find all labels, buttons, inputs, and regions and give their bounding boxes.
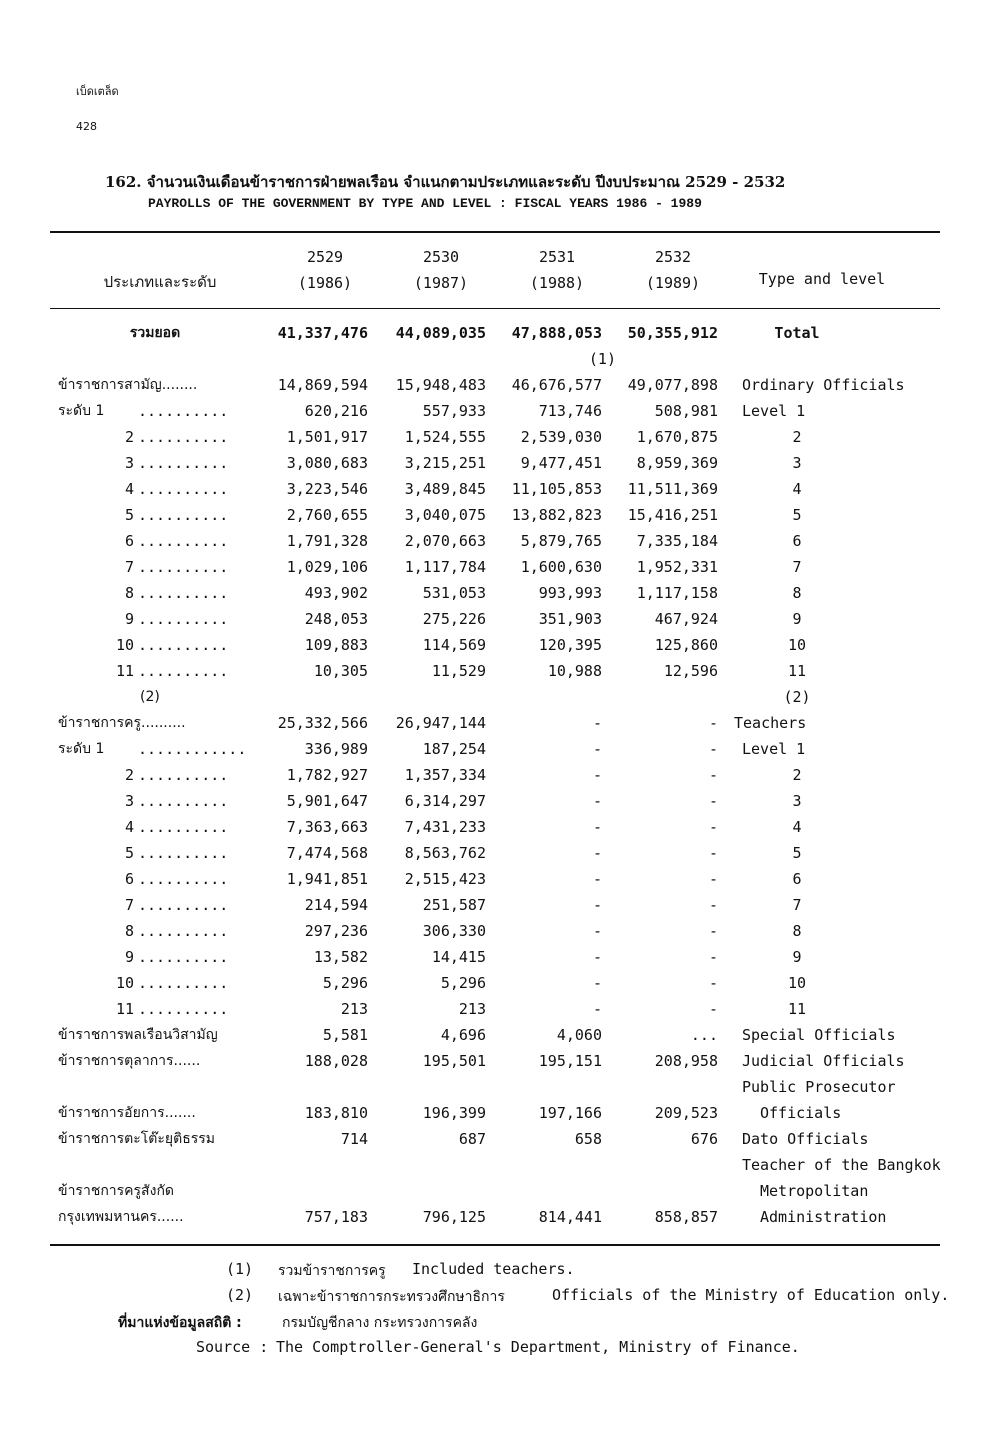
cell-value-4: 208,958 [654, 1052, 718, 1070]
bottom-rule [50, 1244, 940, 1246]
cell-value-3: 993,993 [538, 584, 602, 602]
table-row [0, 346, 990, 372]
cell-value-1: 183,810 [304, 1104, 368, 1122]
table-row [0, 450, 990, 476]
table-title-thai: 162. จำนวนเงินเดือนข้าราชการฝ่ายพลเรือน จำแนกตามประเภทและระดับ ปีงบประมาณ 2529 - 2532 [105, 173, 786, 191]
cell-value-1: 757,183 [304, 1208, 368, 1226]
cell-value-4: - [708, 766, 718, 784]
row-label-english: Total [774, 324, 820, 342]
leader-dots: .......... [138, 766, 229, 784]
year-be: 2530 [422, 248, 460, 266]
cell-value-1: 336,989 [304, 740, 368, 758]
row-label-english: 4 [792, 480, 802, 498]
cell-value-1: 1,791,328 [286, 532, 368, 550]
column-header-year-2 [396, 244, 486, 296]
row-label-thai: 10 [115, 974, 134, 992]
row-label-english: Special Officials [742, 1026, 896, 1044]
cell-value-3: 9,477,451 [520, 454, 602, 472]
cell-value-3: 1,600,630 [520, 558, 602, 576]
cell-value-1: 1,941,851 [286, 870, 368, 888]
cell-value-2: 3,489,845 [404, 480, 486, 498]
table-row [0, 554, 990, 580]
leader-dots: .......... [138, 402, 229, 420]
cell-value-4: 1,952,331 [636, 558, 718, 576]
row-label-thai: 3 [124, 792, 134, 810]
cell-value-2: 557,933 [422, 402, 486, 420]
leader-dots: .......... [138, 454, 229, 472]
row-label-english: Public Prosecutor [742, 1078, 896, 1096]
cell-value-3: 11,105,853 [511, 480, 602, 498]
row-label-english: Judicial Officials [742, 1052, 905, 1070]
cell-value-4: 15,416,251 [627, 506, 718, 524]
cell-value-2: 187,254 [422, 740, 486, 758]
table-row [0, 606, 990, 632]
cell-value-2: 14,415 [431, 948, 486, 966]
leader-dots: .......... [138, 974, 229, 992]
row-label-english: 9 [792, 948, 802, 966]
cell-value-3: 351,903 [538, 610, 602, 628]
cell-value-4: 858,857 [654, 1208, 718, 1226]
cell-value-2: 1,117,784 [404, 558, 486, 576]
row-label-thai: ข้าราชการสามัญ........ [58, 377, 198, 393]
cell-value-1: 188,028 [304, 1052, 368, 1070]
row-label-english: (2) [783, 688, 811, 706]
cell-value-2: 251,587 [422, 896, 486, 914]
cell-value-3: 5,879,765 [520, 532, 602, 550]
cell-value-4: 7,335,184 [636, 532, 718, 550]
leader-dots: ............ [138, 740, 247, 758]
row-label-english: Administration [760, 1208, 887, 1226]
cell-value-3: - [592, 714, 602, 732]
leader-dots: .......... [138, 662, 229, 680]
column-header-thai: ประเภทและระดับ [103, 273, 217, 291]
cell-value-2: 531,053 [422, 584, 486, 602]
table-row [0, 1048, 990, 1074]
table-row [0, 892, 990, 918]
row-label-english: 11 [787, 1000, 807, 1018]
row-label-thai: ระดับ 1 [58, 741, 105, 757]
top-rule [50, 231, 940, 233]
year-be: 2532 [654, 248, 692, 266]
cell-value-4: 12,596 [663, 662, 718, 680]
cell-value-2: 213 [458, 1000, 486, 1018]
cell-value-2: 7,431,233 [404, 818, 486, 836]
leader-dots: .......... [138, 1000, 229, 1018]
cell-value-3: 10,988 [547, 662, 602, 680]
cell-value-3: 713,746 [538, 402, 602, 420]
cell-value-3: 4,060 [556, 1026, 602, 1044]
table-title-english: PAYROLLS OF THE GOVERNMENT BY TYPE AND LEVEL : FISCAL YEARS 1986 - 1989 [148, 196, 702, 211]
cell-value-4: - [708, 714, 718, 732]
cell-value-2: 11,529 [431, 662, 486, 680]
cell-value-3: - [592, 896, 602, 914]
leader-dots: .......... [138, 558, 229, 576]
cell-value-4: - [708, 740, 718, 758]
leader-dots: .......... [138, 584, 229, 602]
year-ce: (1989) [645, 274, 701, 292]
row-label-thai: 11 [115, 1000, 134, 1018]
leader-dots: .......... [138, 870, 229, 888]
row-label-english: 10 [787, 636, 807, 654]
table-row [0, 1204, 990, 1230]
year-be: 2531 [538, 248, 576, 266]
cell-value-4: - [708, 922, 718, 940]
row-label-english: 6 [792, 870, 802, 888]
cell-value-4: - [708, 818, 718, 836]
payroll-table [0, 320, 990, 1230]
row-label-thai: 9 [124, 610, 134, 628]
row-label-thai: 6 [124, 870, 134, 888]
cell-value-1: 109,883 [304, 636, 368, 654]
row-label-english: Level 1 [742, 402, 806, 420]
cell-value-1: 7,474,568 [286, 844, 368, 862]
cell-value-4: - [708, 974, 718, 992]
row-label-thai: ข้าราชการตะโต๊ะยุติธรรม [58, 1131, 216, 1147]
column-header-year-1 [280, 244, 370, 296]
cell-value-3: - [592, 740, 602, 758]
footnote-2-thai: เฉพาะข้าราชการกระทรวงศึกษาธิการ [278, 1289, 505, 1305]
cell-value-2: 4,696 [440, 1026, 486, 1044]
cell-value-4: 50,355,912 [627, 324, 718, 342]
row-label-english: 10 [787, 974, 807, 992]
cell-value-2: 275,226 [422, 610, 486, 628]
row-label-thai: กรุงเทพมหานคร...... [58, 1209, 184, 1225]
cell-value-2: 15,948,483 [395, 376, 486, 394]
cell-value-4: - [708, 1000, 718, 1018]
cell-value-1: 5,581 [322, 1026, 368, 1044]
footnote-1-english: Included teachers. [412, 1260, 575, 1278]
row-label-english: Officials [760, 1104, 842, 1122]
leader-dots: .......... [138, 844, 229, 862]
row-label-thai: 4 [124, 480, 134, 498]
cell-value-3: - [592, 974, 602, 992]
row-label-thai: 8 [124, 922, 134, 940]
row-label-english: Teacher of the Bangkok [742, 1156, 941, 1174]
cell-value-4: 467,924 [654, 610, 718, 628]
leader-dots: .......... [138, 922, 229, 940]
row-label-english: Ordinary Officials [742, 376, 905, 394]
row-label-english: 8 [792, 584, 802, 602]
table-row [0, 710, 990, 736]
cell-value-4: 125,860 [654, 636, 718, 654]
cell-value-3: 658 [574, 1130, 602, 1148]
table-row [0, 1126, 990, 1152]
row-label-thai: ข้าราชการอัยการ....... [58, 1105, 196, 1121]
cell-value-2: 2,515,423 [404, 870, 486, 888]
header-rule [50, 308, 940, 309]
table-row [0, 476, 990, 502]
cell-value-4: 1,117,158 [636, 584, 718, 602]
cell-value-1: 714 [340, 1130, 368, 1148]
cell-value-4: 11,511,369 [627, 480, 718, 498]
source-text-thai: กรมบัญชีกลาง กระทรวงการคลัง [282, 1315, 478, 1331]
cell-value-3: - [592, 844, 602, 862]
cell-value-2: 687 [458, 1130, 486, 1148]
cell-value-2: 3,040,075 [404, 506, 486, 524]
cell-value-2: 796,125 [422, 1208, 486, 1226]
source-text-english: The Comptroller-General's Department, Ministry of Finance. [276, 1338, 800, 1356]
cell-value-3: 197,166 [538, 1104, 602, 1122]
row-label-english: 11 [787, 662, 807, 680]
row-label-english: 9 [792, 610, 802, 628]
table-row [0, 918, 990, 944]
row-label-thai: ข้าราชการครู.......... [58, 715, 186, 731]
cell-value-3: 2,539,030 [520, 428, 602, 446]
cell-value-1: 620,216 [304, 402, 368, 420]
cell-value-3: 120,395 [538, 636, 602, 654]
cell-value-4: 8,959,369 [636, 454, 718, 472]
leader-dots: .......... [138, 506, 229, 524]
cell-value-2: 8,563,762 [404, 844, 486, 862]
table-row [0, 684, 990, 710]
cell-value-1: 14,869,594 [277, 376, 368, 394]
table-row [0, 814, 990, 840]
cell-value-2: 196,399 [422, 1104, 486, 1122]
cell-value-4: (1) [588, 350, 616, 368]
cell-value-2: 5,296 [440, 974, 486, 992]
year-ce: (1988) [529, 274, 585, 292]
footnote-1-thai: รวมข้าราชการครู [278, 1263, 386, 1279]
table-row [0, 840, 990, 866]
cell-value-1: 493,902 [304, 584, 368, 602]
row-label-english: 3 [792, 454, 802, 472]
table-row [0, 658, 990, 684]
table-row [0, 580, 990, 606]
table-row [0, 1152, 990, 1178]
table-row [0, 372, 990, 398]
cell-value-2: 1,357,334 [404, 766, 486, 784]
table-row [0, 424, 990, 450]
source-label-english: Source : [196, 1338, 269, 1356]
table-row [0, 502, 990, 528]
cell-value-1: 5,901,647 [286, 792, 368, 810]
cell-value-2: 3,215,251 [404, 454, 486, 472]
cell-value-4: - [708, 870, 718, 888]
row-label-thai: 5 [124, 506, 134, 524]
cell-value-1: 10,305 [313, 662, 368, 680]
row-label-english: 2 [792, 428, 802, 446]
row-label-english: 5 [792, 844, 802, 862]
row-label-thai: 7 [124, 558, 134, 576]
leader-dots: .......... [138, 818, 229, 836]
leader-dots: .......... [138, 428, 229, 446]
table-row [0, 320, 990, 346]
cell-value-3: - [592, 948, 602, 966]
cell-value-4: - [708, 896, 718, 914]
cell-value-3: - [592, 818, 602, 836]
table-row [0, 866, 990, 892]
cell-value-4: 209,523 [654, 1104, 718, 1122]
table-row [0, 1074, 990, 1100]
row-label-english: 3 [792, 792, 802, 810]
row-label-thai: 2 [124, 766, 134, 784]
row-label-english: 2 [792, 766, 802, 784]
row-label-english: Level 1 [742, 740, 806, 758]
cell-value-1: 1,029,106 [286, 558, 368, 576]
cell-value-3: - [592, 922, 602, 940]
leader-dots: .......... [138, 532, 229, 550]
cell-value-2: 26,947,144 [395, 714, 486, 732]
cell-value-2: 44,089,035 [395, 324, 486, 342]
cell-value-1: 2,760,655 [286, 506, 368, 524]
table-row [0, 1100, 990, 1126]
row-label-thai: รวมยอด [129, 325, 181, 341]
row-label-thai: 8 [124, 584, 134, 602]
row-label-thai: 2 [124, 428, 134, 446]
table-row [0, 788, 990, 814]
cell-value-4: ... [690, 1026, 718, 1044]
leader-dots: .......... [138, 792, 229, 810]
row-label-thai: 3 [124, 454, 134, 472]
cell-value-1: 297,236 [304, 922, 368, 940]
leader-dots: .......... [138, 636, 229, 654]
cell-value-1: 5,296 [322, 974, 368, 992]
row-label-thai: 6 [124, 532, 134, 550]
cell-value-4: 676 [690, 1130, 718, 1148]
page-number: 428 [76, 120, 97, 133]
cell-value-3: 814,441 [538, 1208, 602, 1226]
table-row [0, 996, 990, 1022]
table-row [0, 970, 990, 996]
cell-value-1: 25,332,566 [277, 714, 368, 732]
cell-value-1: 213 [340, 1000, 368, 1018]
cell-value-1: 3,080,683 [286, 454, 368, 472]
source-label-thai: ที่มาแห่งข้อมูลสถิติ : [118, 1315, 242, 1331]
cell-value-4: 508,981 [654, 402, 718, 420]
table-row [0, 736, 990, 762]
cell-value-3: - [592, 792, 602, 810]
footnote-1-number: (1) [226, 1260, 254, 1278]
cell-value-3: - [592, 1000, 602, 1018]
table-row [0, 762, 990, 788]
cell-value-3: - [592, 870, 602, 888]
year-be: 2529 [306, 248, 344, 266]
cell-value-3: 46,676,577 [511, 376, 602, 394]
row-label-thai: 11 [115, 662, 134, 680]
year-ce: (1987) [413, 274, 469, 292]
row-label-thai: 5 [124, 844, 134, 862]
table-row [0, 1178, 990, 1204]
row-label-thai: (2) [140, 689, 160, 705]
section-label: เบ็ดเตล็ด [76, 85, 119, 98]
cell-value-1: 1,501,917 [286, 428, 368, 446]
row-label-english: 5 [792, 506, 802, 524]
row-label-english: Dato Officials [742, 1130, 869, 1148]
cell-value-4: - [708, 844, 718, 862]
cell-value-1: 13,582 [313, 948, 368, 966]
cell-value-4: - [708, 792, 718, 810]
column-header-year-3 [512, 244, 602, 296]
row-label-thai: ข้าราชการครูสังกัด [58, 1183, 175, 1199]
row-label-english: Teachers [734, 714, 807, 732]
row-label-english: 6 [792, 532, 802, 550]
cell-value-1: 1,782,927 [286, 766, 368, 784]
row-label-english: 7 [792, 558, 802, 576]
cell-value-1: 41,337,476 [277, 324, 368, 342]
cell-value-3: - [592, 766, 602, 784]
table-row [0, 944, 990, 970]
row-label-english: 4 [792, 818, 802, 836]
table-row [0, 398, 990, 424]
cell-value-2: 2,070,663 [404, 532, 486, 550]
table-row [0, 1022, 990, 1048]
row-label-english: Metropolitan [760, 1182, 869, 1200]
footnote-2-english: Officials of the Ministry of Education only. [552, 1286, 950, 1304]
cell-value-4: 1,670,875 [636, 428, 718, 446]
cell-value-1: 214,594 [304, 896, 368, 914]
column-header-english: Type and level [758, 270, 886, 288]
row-label-thai: 10 [115, 636, 134, 654]
row-label-thai: ข้าราชการตุลาการ...... [58, 1053, 201, 1069]
row-label-english: 7 [792, 896, 802, 914]
row-label-thai: ระดับ 1 [58, 403, 105, 419]
leader-dots: .......... [138, 948, 229, 966]
footnote-2-number: (2) [226, 1286, 254, 1304]
table-row [0, 632, 990, 658]
leader-dots: .......... [138, 480, 229, 498]
row-label-english: 8 [792, 922, 802, 940]
row-label-thai: 9 [124, 948, 134, 966]
cell-value-1: 3,223,546 [286, 480, 368, 498]
row-label-thai: 7 [124, 896, 134, 914]
cell-value-3: 13,882,823 [511, 506, 602, 524]
cell-value-2: 306,330 [422, 922, 486, 940]
column-header-year-4 [628, 244, 718, 296]
table-row [0, 528, 990, 554]
row-label-thai: 4 [124, 818, 134, 836]
row-label-thai: ข้าราชการพลเรือนวิสามัญ [58, 1027, 218, 1043]
cell-value-1: 248,053 [304, 610, 368, 628]
cell-value-2: 114,569 [422, 636, 486, 654]
leader-dots: .......... [138, 610, 229, 628]
cell-value-2: 6,314,297 [404, 792, 486, 810]
leader-dots: .......... [138, 896, 229, 914]
year-ce: (1986) [297, 274, 353, 292]
cell-value-2: 1,524,555 [404, 428, 486, 446]
cell-value-4: 49,077,898 [627, 376, 718, 394]
cell-value-4: - [708, 948, 718, 966]
cell-value-3: 195,151 [538, 1052, 602, 1070]
cell-value-2: 195,501 [422, 1052, 486, 1070]
cell-value-3: 47,888,053 [511, 324, 602, 342]
cell-value-1: 7,363,663 [286, 818, 368, 836]
